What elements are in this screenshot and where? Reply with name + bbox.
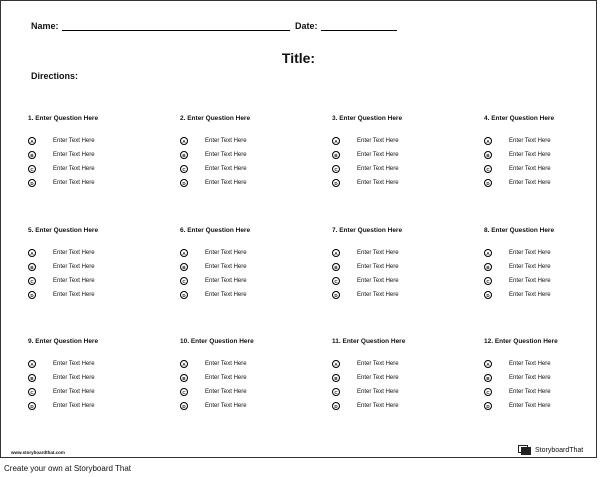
question-block — [28, 226, 168, 302]
option-letter-circle[interactable]: B — [180, 374, 188, 382]
answer-option[interactable] — [28, 162, 168, 176]
option-letter-circle[interactable]: A — [332, 137, 340, 145]
answer-option[interactable] — [332, 274, 472, 288]
answer-option[interactable] — [180, 260, 320, 274]
option-text: Enter Text Here — [53, 166, 95, 172]
storyboard-logo-icon — [518, 445, 532, 455]
answer-option[interactable] — [332, 288, 472, 302]
worksheet-title: Title: — [281, 50, 316, 66]
answer-option[interactable] — [484, 274, 600, 288]
option-letter-circle[interactable]: C — [180, 277, 188, 285]
option-letter-circle[interactable]: A — [484, 360, 492, 368]
answer-option[interactable] — [332, 260, 472, 274]
option-letter-circle[interactable]: A — [332, 360, 340, 368]
answer-option[interactable] — [332, 385, 472, 399]
option-letter-circle[interactable]: C — [28, 388, 36, 396]
option-text: Enter Text Here — [205, 403, 247, 409]
option-text: Enter Text Here — [509, 403, 551, 409]
option-text: Enter Text Here — [53, 180, 95, 186]
option-letter-circle[interactable]: D — [180, 179, 188, 187]
option-letter-circle[interactable]: C — [484, 165, 492, 173]
answer-option[interactable] — [180, 288, 320, 302]
answer-option[interactable] — [484, 288, 600, 302]
question-block — [484, 114, 600, 190]
answer-option[interactable] — [28, 134, 168, 148]
answer-option[interactable] — [332, 399, 472, 413]
answer-option[interactable] — [28, 274, 168, 288]
option-text: Enter Text Here — [205, 250, 247, 256]
question-block — [484, 337, 600, 413]
option-text: Enter Text Here — [205, 361, 247, 367]
answer-option[interactable] — [332, 162, 472, 176]
option-text: Enter Text Here — [205, 264, 247, 270]
answer-option[interactable] — [332, 176, 472, 190]
name-field[interactable] — [62, 21, 290, 31]
option-letter-circle[interactable]: C — [332, 165, 340, 173]
question-label[interactable]: 4. Enter Question Here — [484, 115, 555, 122]
date-field[interactable] — [321, 21, 397, 31]
question-label[interactable]: 12. Enter Question Here — [484, 338, 558, 345]
option-text: Enter Text Here — [53, 403, 95, 409]
option-text: Enter Text Here — [53, 375, 95, 381]
directions-label: Directions: — [31, 71, 79, 81]
answer-option[interactable] — [484, 148, 600, 162]
question-label[interactable]: 8. Enter Question Here — [484, 227, 555, 234]
answer-option[interactable] — [28, 260, 168, 274]
date-label: Date: — [295, 21, 318, 31]
answer-option[interactable] — [484, 246, 600, 260]
option-text: Enter Text Here — [509, 292, 551, 298]
answer-option[interactable] — [28, 288, 168, 302]
answer-option[interactable] — [332, 134, 472, 148]
option-letter-circle[interactable]: C — [28, 165, 36, 173]
option-letter-circle[interactable]: B — [332, 374, 340, 382]
option-text: Enter Text Here — [357, 138, 399, 144]
option-text: Enter Text Here — [53, 250, 95, 256]
question-block — [180, 337, 320, 413]
option-letter-circle[interactable]: B — [180, 263, 188, 271]
option-letter-circle[interactable]: C — [28, 277, 36, 285]
option-letter-circle[interactable]: C — [332, 388, 340, 396]
option-text: Enter Text Here — [53, 361, 95, 367]
option-letter-circle[interactable]: B — [484, 374, 492, 382]
option-text: Enter Text Here — [53, 278, 95, 284]
option-text: Enter Text Here — [205, 138, 247, 144]
answer-option[interactable] — [28, 371, 168, 385]
answer-option[interactable] — [28, 148, 168, 162]
option-letter-circle[interactable]: D — [180, 402, 188, 410]
question-label[interactable]: 7. Enter Question Here — [332, 227, 403, 234]
answer-option[interactable] — [180, 246, 320, 260]
option-letter-circle[interactable]: C — [484, 277, 492, 285]
name-label: Name: — [31, 21, 59, 31]
option-letter-circle[interactable]: D — [484, 291, 492, 299]
option-text: Enter Text Here — [357, 152, 399, 158]
option-text: Enter Text Here — [509, 166, 551, 172]
option-text: Enter Text Here — [205, 375, 247, 381]
question-block — [332, 226, 472, 302]
name-line — [31, 21, 290, 31]
option-text: Enter Text Here — [205, 389, 247, 395]
option-text: Enter Text Here — [357, 250, 399, 256]
answer-option[interactable] — [28, 357, 168, 371]
brand-name: StoryboardThat — [535, 446, 584, 454]
option-text: Enter Text Here — [53, 292, 95, 298]
question-label[interactable]: 9. Enter Question Here — [28, 338, 99, 345]
option-text: Enter Text Here — [53, 138, 95, 144]
option-letter-circle[interactable]: A — [180, 249, 188, 257]
question-block — [28, 114, 168, 190]
option-text: Enter Text Here — [53, 264, 95, 270]
option-text: Enter Text Here — [357, 278, 399, 284]
option-text: Enter Text Here — [509, 180, 551, 186]
option-text: Enter Text Here — [357, 375, 399, 381]
question-label[interactable]: 3. Enter Question Here — [332, 115, 403, 122]
option-text: Enter Text Here — [509, 264, 551, 270]
option-text: Enter Text Here — [357, 264, 399, 270]
option-letter-circle[interactable]: B — [484, 263, 492, 271]
option-letter-circle[interactable]: C — [180, 165, 188, 173]
answer-option[interactable] — [484, 162, 600, 176]
option-text: Enter Text Here — [357, 292, 399, 298]
option-letter-circle[interactable]: B — [180, 151, 188, 159]
option-text: Enter Text Here — [357, 403, 399, 409]
option-text: Enter Text Here — [357, 361, 399, 367]
answer-option[interactable] — [484, 134, 600, 148]
option-text: Enter Text Here — [509, 375, 551, 381]
option-letter-circle[interactable]: B — [484, 151, 492, 159]
question-block — [180, 226, 320, 302]
option-text: Enter Text Here — [205, 292, 247, 298]
question-block — [28, 337, 168, 413]
option-letter-circle[interactable]: A — [180, 137, 188, 145]
question-label[interactable]: 2. Enter Question Here — [180, 115, 251, 122]
option-text: Enter Text Here — [509, 361, 551, 367]
question-block — [484, 226, 600, 302]
option-letter-circle[interactable]: A — [332, 249, 340, 257]
option-letter-circle[interactable]: B — [28, 151, 36, 159]
answer-option[interactable] — [180, 274, 320, 288]
brand-logo — [518, 445, 583, 455]
option-text: Enter Text Here — [357, 180, 399, 186]
option-letter-circle[interactable]: D — [332, 179, 340, 187]
answer-option[interactable] — [28, 385, 168, 399]
option-letter-circle[interactable]: B — [28, 263, 36, 271]
answer-option[interactable] — [332, 148, 472, 162]
site-url: www.storyboardthat.com — [11, 450, 65, 455]
question-block — [332, 114, 472, 190]
answer-option[interactable] — [180, 148, 320, 162]
option-text: Enter Text Here — [205, 152, 247, 158]
option-letter-circle[interactable]: A — [484, 249, 492, 257]
question-label[interactable]: 11. Enter Question Here — [332, 338, 406, 345]
option-text: Enter Text Here — [357, 389, 399, 395]
option-text: Enter Text Here — [509, 152, 551, 158]
option-letter-circle[interactable]: B — [28, 374, 36, 382]
option-text: Enter Text Here — [205, 166, 247, 172]
answer-option[interactable] — [332, 246, 472, 260]
option-letter-circle[interactable]: A — [28, 360, 36, 368]
option-letter-circle[interactable]: D — [28, 291, 36, 299]
question-label[interactable]: 1. Enter Question Here — [28, 115, 99, 122]
option-text: Enter Text Here — [509, 389, 551, 395]
option-letter-circle[interactable]: A — [180, 360, 188, 368]
answer-option[interactable] — [28, 246, 168, 260]
answer-option[interactable] — [484, 176, 600, 190]
answer-option[interactable] — [180, 385, 320, 399]
option-letter-circle[interactable]: B — [332, 263, 340, 271]
answer-option[interactable] — [332, 371, 472, 385]
option-letter-circle[interactable]: D — [28, 402, 36, 410]
answer-option[interactable] — [484, 399, 600, 413]
answer-option[interactable] — [332, 357, 472, 371]
option-letter-circle[interactable]: B — [332, 151, 340, 159]
question-label[interactable]: 10. Enter Question Here — [180, 338, 254, 345]
option-letter-circle[interactable]: C — [180, 388, 188, 396]
option-letter-circle[interactable]: D — [484, 402, 492, 410]
date-line — [295, 21, 397, 31]
question-label[interactable]: 6. Enter Question Here — [180, 227, 251, 234]
option-letter-circle[interactable]: A — [28, 249, 36, 257]
option-text: Enter Text Here — [205, 278, 247, 284]
question-block — [180, 114, 320, 190]
answer-option[interactable] — [484, 371, 600, 385]
option-letter-circle[interactable]: D — [180, 291, 188, 299]
option-letter-circle[interactable]: A — [28, 137, 36, 145]
option-letter-circle[interactable]: D — [484, 179, 492, 187]
answer-option[interactable] — [180, 399, 320, 413]
option-letter-circle[interactable]: C — [484, 388, 492, 396]
answer-option[interactable] — [180, 134, 320, 148]
answer-option[interactable] — [180, 162, 320, 176]
option-letter-circle[interactable]: C — [332, 277, 340, 285]
answer-option[interactable] — [484, 385, 600, 399]
option-text: Enter Text Here — [53, 152, 95, 158]
option-text: Enter Text Here — [509, 138, 551, 144]
option-text: Enter Text Here — [205, 180, 247, 186]
option-text: Enter Text Here — [509, 250, 551, 256]
option-text: Enter Text Here — [509, 278, 551, 284]
footer-text: Create your own at Storyboard That — [4, 464, 132, 473]
answer-option[interactable] — [180, 176, 320, 190]
answer-option[interactable] — [484, 260, 600, 274]
option-text: Enter Text Here — [53, 389, 95, 395]
answer-option[interactable] — [180, 371, 320, 385]
question-label[interactable]: 5. Enter Question Here — [28, 227, 99, 234]
option-letter-circle[interactable]: D — [28, 179, 36, 187]
option-letter-circle[interactable]: D — [332, 291, 340, 299]
option-letter-circle[interactable]: D — [332, 402, 340, 410]
answer-option[interactable] — [28, 176, 168, 190]
question-block — [332, 337, 472, 413]
answer-option[interactable] — [180, 357, 320, 371]
answer-option[interactable] — [484, 357, 600, 371]
answer-option[interactable] — [28, 399, 168, 413]
option-text: Enter Text Here — [357, 166, 399, 172]
option-letter-circle[interactable]: A — [484, 137, 492, 145]
